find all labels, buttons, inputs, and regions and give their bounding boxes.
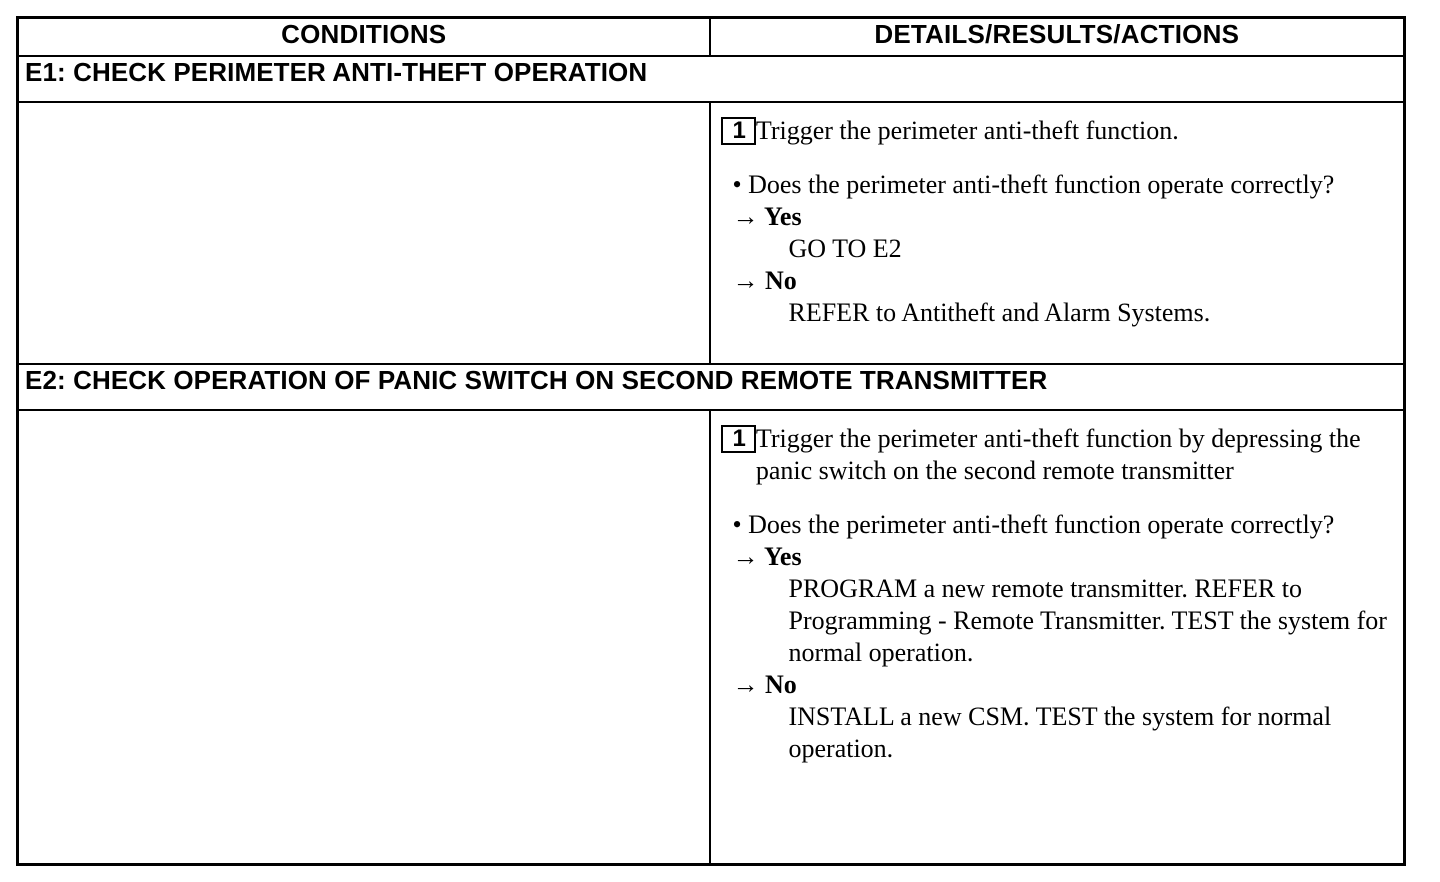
yes-label: → Yes <box>732 541 802 571</box>
diagnostic-table <box>16 16 1406 866</box>
question-text: • Does the perimeter anti-theft function operate correctly? <box>732 170 1335 200</box>
step-e1-1 <box>721 115 1394 147</box>
section-row-e1 <box>18 56 1405 102</box>
section-title-e1: E1: CHECK PERIMETER ANTI-THEFT OPERATION <box>18 56 1405 102</box>
details-header: DETAILS/RESULTS/ACTIONS <box>710 18 1405 57</box>
table-row <box>18 102 1405 363</box>
no-action: INSTALL a new CSM. TEST the system for normal operation. <box>788 701 1332 763</box>
details-cell-e1 <box>710 102 1405 363</box>
conditions-cell-e1 <box>18 102 710 363</box>
table-row <box>18 410 1405 865</box>
yes-action: GO TO E2 <box>788 234 902 264</box>
section-title-e2: E2: CHECK OPERATION OF PANIC SWITCH ON SECOND REMOTE TRANSMITTER <box>18 364 1405 410</box>
yes-action: PROGRAM a new remote transmitter. REFER to Programming - Remote Transmitter. TEST the system for normal operation. <box>788 573 1387 667</box>
step-e2-1 <box>721 423 1394 487</box>
details-cell-e2 <box>710 410 1405 865</box>
no-action: REFER to Antitheft and Alarm Systems. <box>788 298 1211 328</box>
yes-label: → Yes <box>732 202 802 232</box>
no-label: → No <box>732 669 797 699</box>
conditions-cell-e2 <box>18 410 710 865</box>
step-text: Trigger the perimeter anti-theft function by depressing the panic switch on the second remote transmitter <box>755 423 1361 485</box>
table-header-row <box>18 18 1405 57</box>
no-label: → No <box>732 266 797 296</box>
section-row-e2 <box>18 364 1405 410</box>
question-text: • Does the perimeter anti-theft function operate correctly? <box>732 509 1335 539</box>
step-number-box: 1 <box>721 117 756 145</box>
step-text: Trigger the perimeter anti-theft function. <box>755 116 1179 146</box>
conditions-header: CONDITIONS <box>18 18 710 57</box>
step-number-box: 1 <box>721 425 756 453</box>
